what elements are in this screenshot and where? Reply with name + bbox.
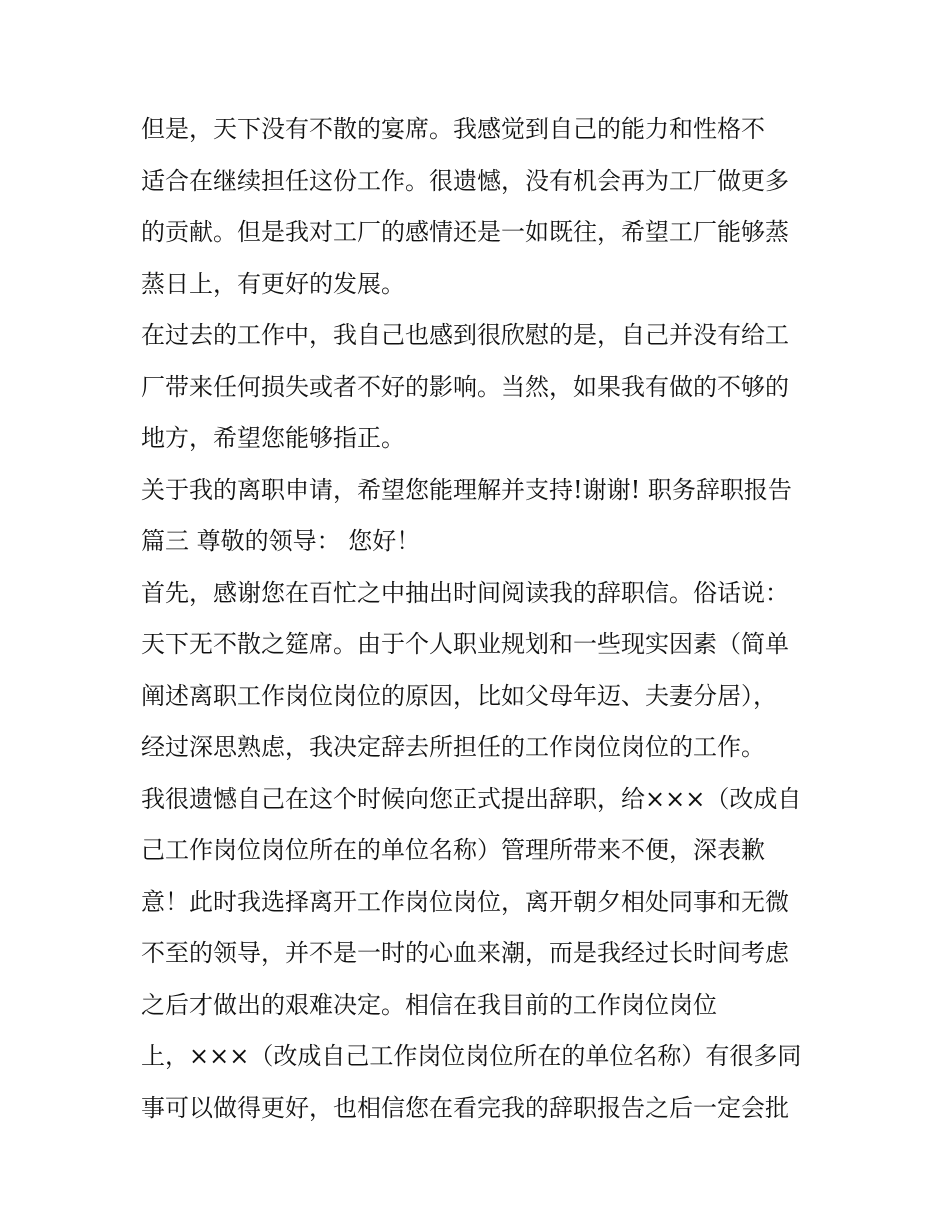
text-line: 但是，天下没有不散的宴席。我感觉到自己的能力和性格不 bbox=[141, 115, 765, 143]
text-line: 己工作岗位岗位所在的单位名称）管理所带来不便，深表歉 bbox=[141, 836, 765, 864]
text-line: 不至的领导，并不是一时的心血来潮，而是我经过长时间考虑 bbox=[141, 939, 789, 967]
text-line: 经过深思熟虑，我决定辞去所担任的工作岗位岗位的工作。 bbox=[141, 733, 765, 761]
text-line: 厂带来任何损失或者不好的影响。当然，如果我有做的不够的 bbox=[141, 372, 789, 401]
text-line: 事可以做得更好，也相信您在看完我的辞职报告之后一定会批 bbox=[141, 1093, 789, 1122]
text-line: 天下无不散之筵席。由于个人职业规划和一些现实因素（简单 bbox=[141, 630, 789, 658]
text-line: 蒸日上，有更好的发展。 bbox=[141, 269, 405, 298]
text-line: 首先，感谢您在百忙之中抽出时间阅读我的辞职信。俗话说： bbox=[141, 578, 789, 607]
text-line: 的贡献。但是我对工厂的感情还是一如既往，希望工厂能够蒸 bbox=[141, 218, 789, 246]
text-line: 关于我的离职申请，希望您能理解并支持!谢谢! 职务辞职报告 bbox=[141, 475, 792, 504]
text-line: 地方，希望您能够指正。 bbox=[141, 424, 405, 452]
text-line: 在过去的工作中，我自己也感到很欣慰的是，自己并没有给工 bbox=[141, 321, 789, 349]
text-line: 适合在继续担任这份工作。很遗憾，没有机会再为工厂做更多 bbox=[141, 166, 789, 195]
text-line: 我很遗憾自己在这个时候向您正式提出辞职，给×××（改成自 bbox=[141, 784, 802, 813]
text-line: 阐述离职工作岗位岗位的原因，比如父母年迈、夫妻分居）， bbox=[141, 681, 777, 710]
body-text bbox=[141, 104, 821, 1134]
text-line: 意！此时我选择离开工作岗位岗位，离开朝夕相处同事和无微 bbox=[141, 887, 789, 916]
text-line: 篇三 尊敬的领导： 您好！ bbox=[141, 527, 421, 555]
text-line: 之后才做出的艰难决定。相信在我目前的工作岗位岗位 bbox=[141, 990, 717, 1019]
text-line: 上，×××（改成自己工作岗位岗位所在的单位名称）有很多同 bbox=[141, 1042, 802, 1070]
